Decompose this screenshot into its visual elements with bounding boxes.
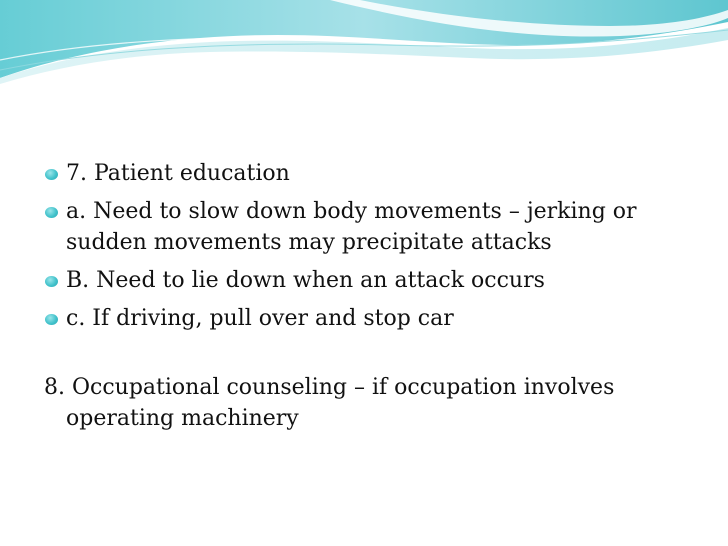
bullet-item xyxy=(44,196,684,258)
bullet-dot-icon xyxy=(45,207,58,218)
bullet-item xyxy=(44,158,684,189)
bullet-dot-icon xyxy=(45,169,58,180)
bullet-list xyxy=(44,158,684,334)
bullet-text: a. Need to slow down body movements – jerking or sudden movements may precipitate attacks xyxy=(66,199,637,255)
bullet-dot-icon xyxy=(45,314,58,325)
bullet-text: B. Need to lie down when an attack occurs xyxy=(66,268,545,293)
bullet-item xyxy=(44,303,684,334)
slide-content xyxy=(44,158,684,434)
bullet-text: 7. Patient education xyxy=(66,161,290,186)
header-wave-decoration xyxy=(0,0,728,90)
occupational-counseling-paragraph: 8. Occupational counseling – if occupation involves operating machinery xyxy=(44,375,615,431)
bullet-dot-icon xyxy=(45,276,58,287)
bullet-item xyxy=(44,265,684,296)
bullet-text: c. If driving, pull over and stop car xyxy=(66,306,454,331)
